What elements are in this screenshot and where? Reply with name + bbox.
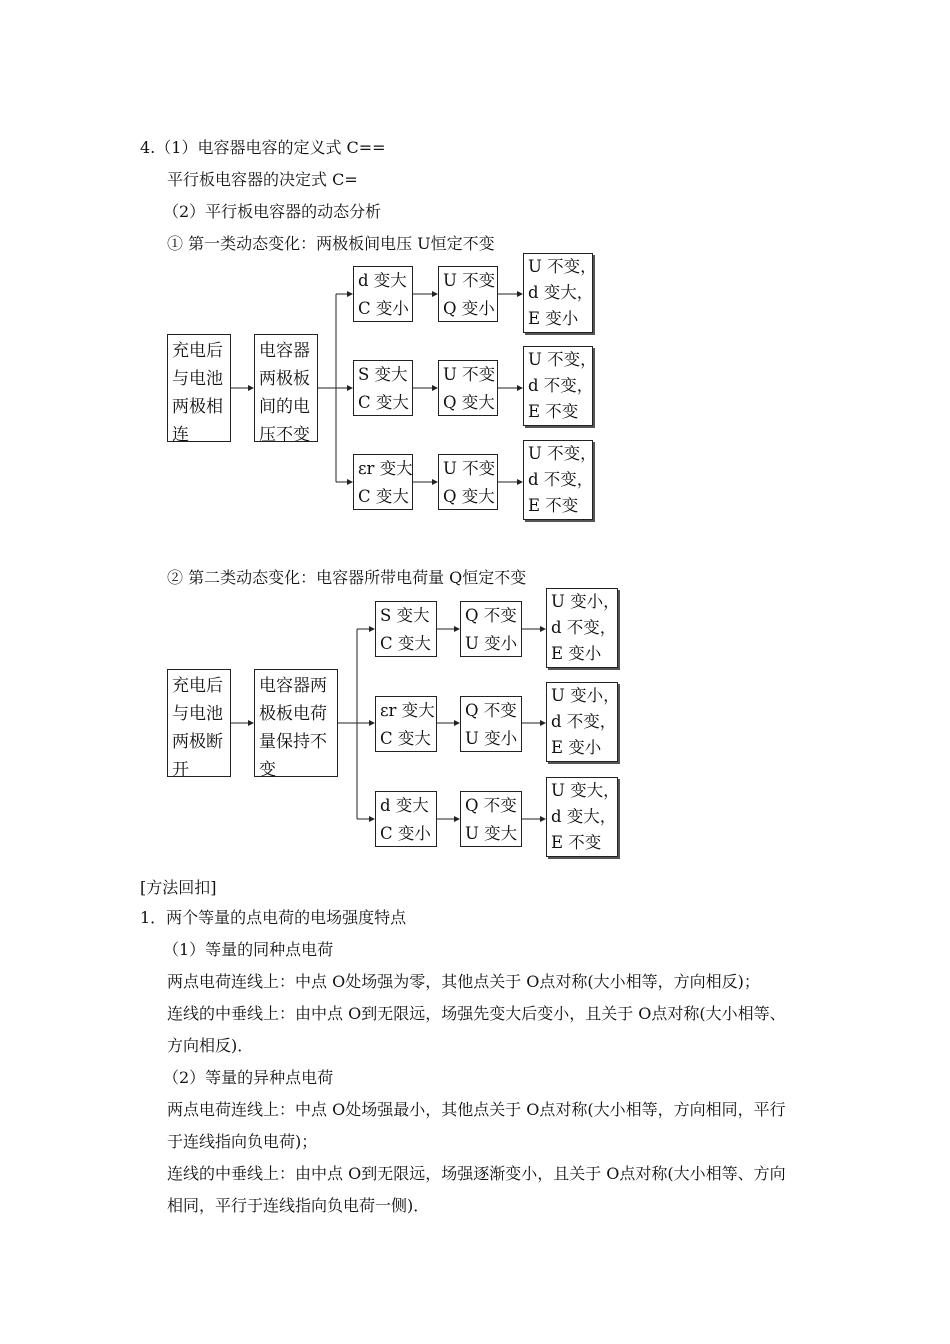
- d2-mid-line: U 变小: [465, 729, 518, 748]
- d1-source-line: 连: [172, 425, 189, 445]
- method-paragraph: 相同，平行于连线指向负电荷一侧)．: [167, 1196, 430, 1215]
- d2-result-line: U 变小，: [551, 592, 620, 611]
- method-paragraph: 连线的中垂线上：由中点 O到无限远，场强逐渐变小，且关于 O点对称(大小相等、方向: [167, 1164, 786, 1183]
- d2-change-line: C 变大: [380, 634, 431, 653]
- d2-result-line: d 不变，: [551, 618, 617, 637]
- d1-change-line: d 变大: [358, 271, 407, 290]
- type1-heading: ① 第一类动态变化：两极板间电压 U恒定不变: [167, 234, 495, 253]
- d1-result-line: d 不变，: [528, 376, 594, 395]
- d2-mid-line: Q 不变: [465, 701, 517, 720]
- d2-condition-line: 量保持不: [259, 732, 327, 752]
- d2-change-line: d 变大: [380, 796, 429, 815]
- d1-change-line: C 变小: [358, 299, 409, 318]
- d2-result-line: d 不变，: [551, 712, 617, 731]
- d1-result-line: U 不变，: [528, 257, 597, 276]
- method-item-1: 1．两个等量的点电荷的电场强度特点: [140, 908, 407, 927]
- d2-mid-line: Q 不变: [465, 606, 517, 625]
- d1-source-line: 两极相: [172, 397, 223, 417]
- d1-condition-line: 压不变: [259, 425, 310, 445]
- d2-mid-line: U 变大: [465, 824, 518, 843]
- method-paragraph: 方向相反)．: [167, 1036, 254, 1055]
- method-paragraph: 连线的中垂线上：由中点 O到无限远，场强先变大后变小，且关于 O点对称(大小相等、: [167, 1004, 786, 1023]
- item-4-definition: 4.（1）电容器电容的定义式 C==: [140, 138, 386, 157]
- d1-result-line: E 不变: [528, 402, 579, 421]
- d1-change-line: S 变大: [358, 365, 408, 384]
- d1-mid-line: Q 变大: [443, 393, 495, 412]
- d1-change-line: εr 变大: [358, 459, 413, 478]
- d1-condition-line: 间的电: [259, 397, 310, 417]
- d1-result-line: U 不变，: [528, 444, 597, 463]
- opposite-charge-heading: （2）等量的异种点电荷: [163, 1068, 334, 1087]
- d1-mid-line: U 不变: [443, 365, 496, 384]
- d2-result-line: d 变大，: [551, 807, 617, 826]
- d2-source-line: 充电后: [172, 676, 223, 696]
- d2-source-line: 两极断: [172, 732, 223, 752]
- d1-mid-line: Q 变大: [443, 487, 495, 506]
- d2-mid-line: U 变小: [465, 634, 518, 653]
- d2-result-line: U 变小，: [551, 686, 620, 705]
- d2-source-line: 开: [172, 760, 189, 780]
- same-charge-heading: （1）等量的同种点电荷: [163, 940, 334, 959]
- d1-mid-line: Q 变小: [443, 299, 495, 318]
- d2-result-line: E 变小: [551, 644, 602, 663]
- d1-result-line: U 不变，: [528, 350, 597, 369]
- d2-result-line: E 变小: [551, 738, 602, 757]
- d2-change-line: εr 变大: [380, 701, 435, 720]
- d1-result-line: d 变大，: [528, 283, 594, 302]
- d2-condition-line: 电容器两: [259, 676, 327, 696]
- d2-source-line: 与电池: [172, 704, 223, 724]
- type2-heading: ② 第二类动态变化：电容器所带电荷量 Q恒定不变: [167, 568, 527, 587]
- d1-result-line: E 不变: [528, 496, 579, 515]
- d1-change-line: C 变大: [358, 487, 409, 506]
- method-heading: [方法回扣]: [140, 878, 217, 897]
- dynamic-analysis-heading: （2）平行板电容器的动态分析: [163, 202, 382, 221]
- d2-condition-line: 变: [259, 760, 276, 780]
- d1-result-line: d 不变，: [528, 470, 594, 489]
- d1-mid-line: U 不变: [443, 459, 496, 478]
- d2-change-line: C 变小: [380, 824, 431, 843]
- d2-condition-line: 极板电荷: [259, 704, 327, 724]
- method-paragraph: 两点电荷连线上：中点 O处场强为零，其他点关于 O点对称(大小相等，方向相反)；: [167, 972, 760, 991]
- d2-mid-line: Q 不变: [465, 796, 517, 815]
- d1-mid-line: U 不变: [443, 271, 496, 290]
- d1-source-line: 与电池: [172, 369, 223, 389]
- d1-result-line: E 变小: [528, 309, 579, 328]
- d1-source-line: 充电后: [172, 341, 223, 361]
- d2-result-line: E 不变: [551, 833, 602, 852]
- d1-change-line: C 变大: [358, 393, 409, 412]
- d2-change-line: C 变大: [380, 729, 431, 748]
- d2-result-line: U 变大，: [551, 781, 620, 800]
- parallel-plate-formula: 平行板电容器的决定式 C=: [167, 170, 358, 189]
- d1-condition-line: 两极板: [259, 369, 310, 389]
- method-paragraph: 两点电荷连线上：中点 O处场强最小，其他点关于 O点对称(大小相等，方向相同，平行: [167, 1100, 786, 1119]
- d1-condition-line: 电容器: [259, 341, 310, 361]
- d2-change-line: S 变大: [380, 606, 430, 625]
- method-paragraph: 于连线指向负电荷)；: [167, 1132, 318, 1151]
